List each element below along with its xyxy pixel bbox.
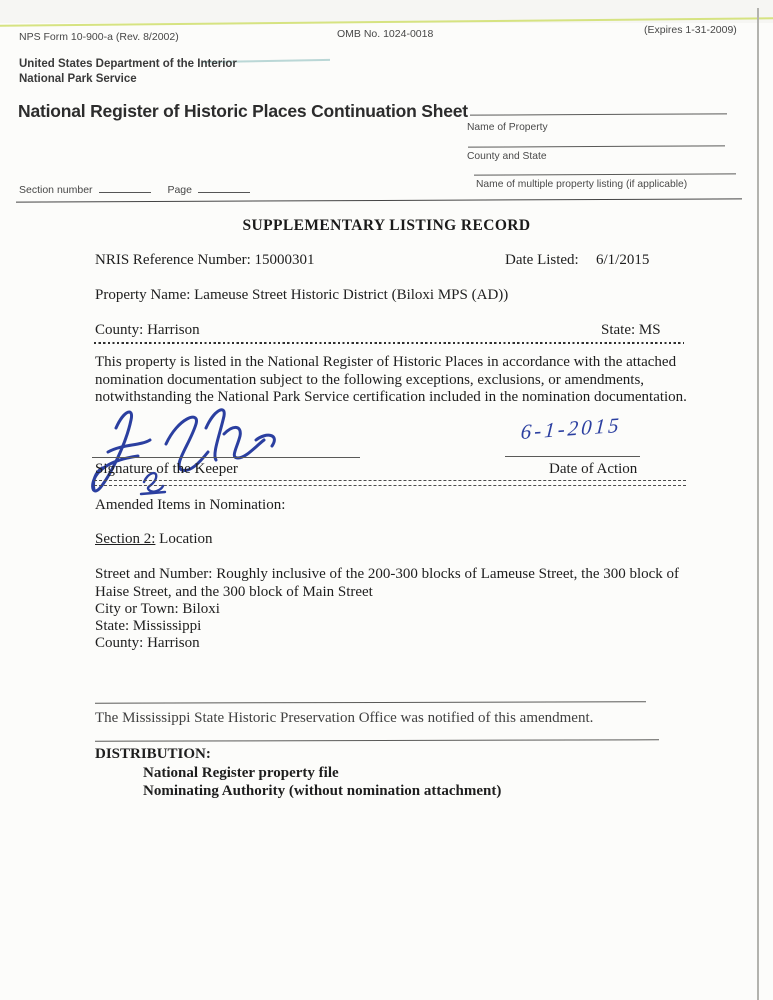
scan-edge-vertical-line (757, 8, 759, 1000)
amended-items-heading: Amended Items in Nomination: (95, 497, 286, 513)
city-or-town: City or Town: Biloxi (95, 601, 220, 617)
dotted-separator (94, 342, 684, 344)
amendment-county: County: Harrison (95, 635, 200, 651)
section-2-value: Location (159, 531, 213, 547)
section-number-row (19, 181, 256, 196)
nris-line (95, 252, 315, 270)
certification-paragraph: This property is listed in the National Register of Historic Places in accordance with the attached nomination documentation subject to the following exceptions, exclusions, or amendments, notwithstanding the National Park Service certification included in the nomination documentation. (95, 354, 687, 405)
notification-bottom-line (95, 739, 659, 742)
property-name-line: Property Name: Lameuse Street Historic District (Biloxi MPS (AD)) (95, 287, 509, 303)
agency-line-2: National Park Service (19, 73, 137, 85)
page-blank (198, 181, 250, 193)
omb-number: OMB No. 1024-0018 (337, 28, 434, 40)
double-dash-separator (94, 480, 686, 486)
document-title: National Register of Historic Places Continuation Sheet (18, 101, 468, 121)
amendment-state: State: Mississippi (95, 618, 202, 634)
multiple-listing-line (474, 173, 736, 176)
section-2-label: Section 2: (95, 531, 156, 547)
section-number-label: Section number (19, 184, 93, 196)
section-number-blank (99, 181, 151, 193)
nris-value: 15000301 (254, 252, 315, 268)
signature-line (92, 457, 360, 458)
date-listed-label: Date Listed: (505, 252, 579, 268)
county-state-label: County and State (467, 151, 547, 162)
notification-top-line (95, 701, 646, 704)
distribution-item-2: Nominating Authority (without nomination attachment) (143, 783, 502, 799)
date-listed-value: 6/1/2015 (596, 252, 650, 268)
agency-line-1: United States Department of the Interior (19, 58, 237, 70)
section-2-line (95, 531, 213, 549)
page-label: Page (167, 184, 192, 196)
county-state-line (468, 145, 725, 148)
nris-label: NRIS Reference Number: (95, 252, 251, 268)
name-of-property-label: Name of Property (467, 122, 548, 133)
form-number: NPS Form 10-900-a (Rev. 8/2002) (19, 31, 179, 43)
state-line: State: MS (601, 322, 661, 338)
expires-note: (Expires 1-31-2009) (644, 24, 737, 36)
signature-label: Signature of the Keeper (95, 461, 238, 477)
record-heading: SUPPLEMENTARY LISTING RECORD (242, 217, 531, 234)
distribution-item-1: National Register property file (143, 765, 339, 781)
name-of-property-line (470, 113, 727, 116)
street-and-number: Street and Number: Roughly inclusive of the 200-300 blocks of Lameuse Street, the 300 block of Haise Street, and the 300 block of Main Street (95, 566, 680, 600)
multiple-listing-label: Name of multiple property listing (if applicable) (476, 179, 688, 190)
county-line: County: Harrison (95, 322, 200, 338)
handwritten-date: 6-1-2015 (520, 412, 623, 444)
notification-text: The Mississippi State Historic Preservation Office was notified of this amendment. (95, 710, 594, 726)
header-divider (16, 198, 742, 203)
distribution-heading: DISTRIBUTION: (95, 746, 211, 762)
date-of-action-label: Date of Action (549, 461, 638, 477)
date-of-action-line (505, 456, 640, 457)
